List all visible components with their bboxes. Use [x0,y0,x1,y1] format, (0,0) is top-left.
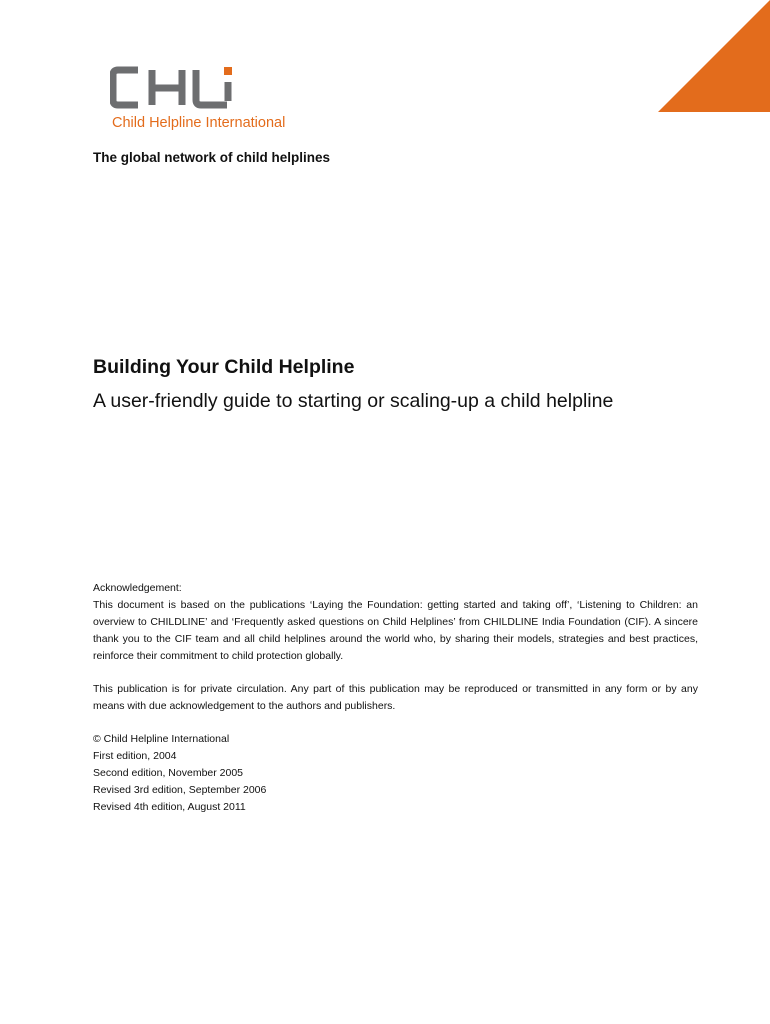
acknowledgement-heading: Acknowledgement: [93,582,182,594]
edition-fourth: Revised 4th edition, August 2011 [93,801,246,813]
corner-triangle-decoration [658,0,770,112]
tagline: The global network of child helplines [93,150,331,165]
page-subtitle: A user-friendly guide to starting or scaling-up a child helpline [93,390,614,412]
circulation-notice: This publication is for private circulation. Any part of this publication may be reproduced or transmitted in any form or by any means with due acknowledgement to the authors and publishers. [93,683,698,712]
acknowledgement-body: This document is based on the publications ‘Laying the Foundation: getting started and taking off’, ‘Listening to Children: an overview to CHILDLINE’ and ‘Frequently asked questions on Child Helplines’ from CHILDLINE India Foundation (CIF). A sincere thank you to the CIF team and all child helplines around the world who, by sharing their models, strategies and best practices, reinforce their commitment to child protection globally. [93,599,698,662]
page-title: Building Your Child Helpline [93,356,355,378]
logo-caption: Child Helpline International [112,115,286,131]
edition-third: Revised 3rd edition, September 2006 [93,784,267,796]
acknowledgement-section [93,580,698,816]
copyright-line: © Child Helpline International [93,733,230,745]
edition-second: Second edition, November 2005 [93,767,244,779]
logo-lettermark: CHI [110,74,112,75]
edition-first: First edition, 2004 [93,750,177,762]
